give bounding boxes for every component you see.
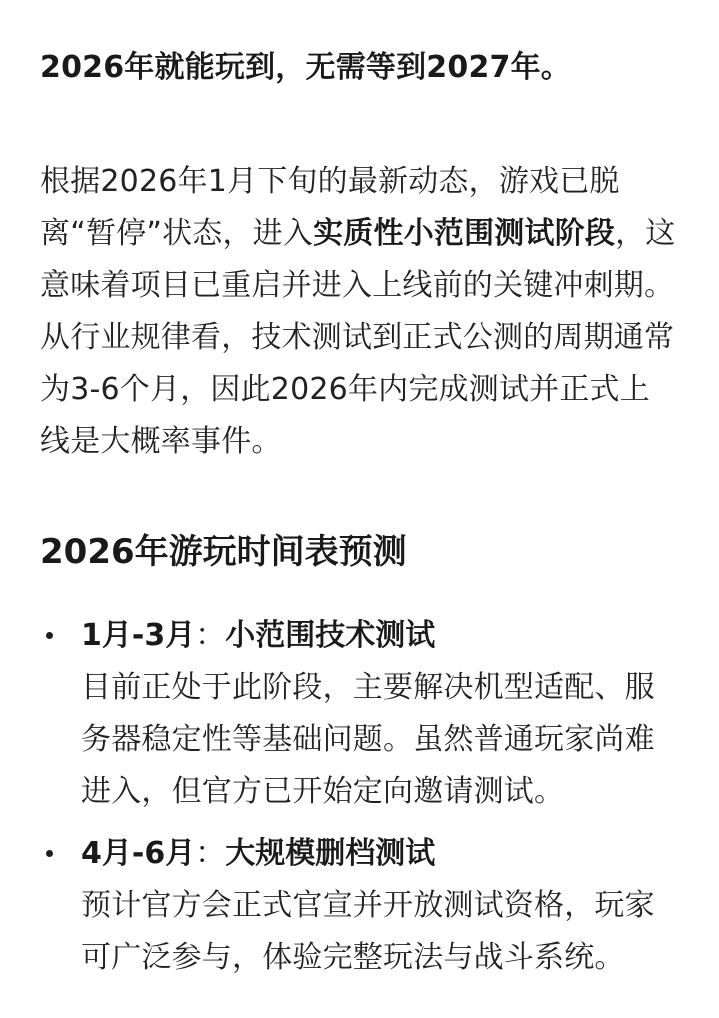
headline: 2026年就能玩到，无需等到2027年。 xyxy=(40,50,571,85)
timeline-item-heading xyxy=(81,610,679,662)
timeline-period: 4月-6月 xyxy=(81,836,196,871)
intro-paragraph xyxy=(40,156,679,468)
intro-text-1: 根据2026年1月下旬的最新动态，游戏已脱离“暂停”状态，进入 xyxy=(40,164,620,251)
list-item xyxy=(40,828,679,984)
intro-text-2: ，这意味着项目已重启并进入上线前的关键冲刺期。从行业规律看，技术测试到正式公测的周期通常为3-6个月，因此2026年内完成测试并正式上线是大概率事件。 xyxy=(40,216,676,459)
intro-bold-phrase: 实质性小范围测试阶段 xyxy=(313,216,616,251)
timeline-separator: ： xyxy=(195,618,226,653)
bullet-icon xyxy=(46,632,53,639)
timeline-description: 预计官方会正式官宣并开放测试资格，玩家可广泛参与，体验完整玩法与战斗系统。 xyxy=(81,888,655,975)
timeline-title: 2026年游玩时间表预测 xyxy=(40,532,407,572)
timeline-phase: 小范围技术测试 xyxy=(225,618,436,653)
bullet-icon xyxy=(46,850,53,857)
timeline-list xyxy=(40,610,679,984)
timeline-description: 目前正处于此阶段，主要解决机型适配、服务器稳定性等基础问题。虽然普通玩家尚难进入，但官方已开始定向邀请测试。 xyxy=(81,670,655,809)
timeline-item-heading xyxy=(81,828,679,880)
timeline-separator: ： xyxy=(195,836,226,871)
timeline-phase: 大规模删档测试 xyxy=(225,836,436,871)
list-item xyxy=(40,610,679,818)
timeline-period: 1月-3月 xyxy=(81,618,196,653)
